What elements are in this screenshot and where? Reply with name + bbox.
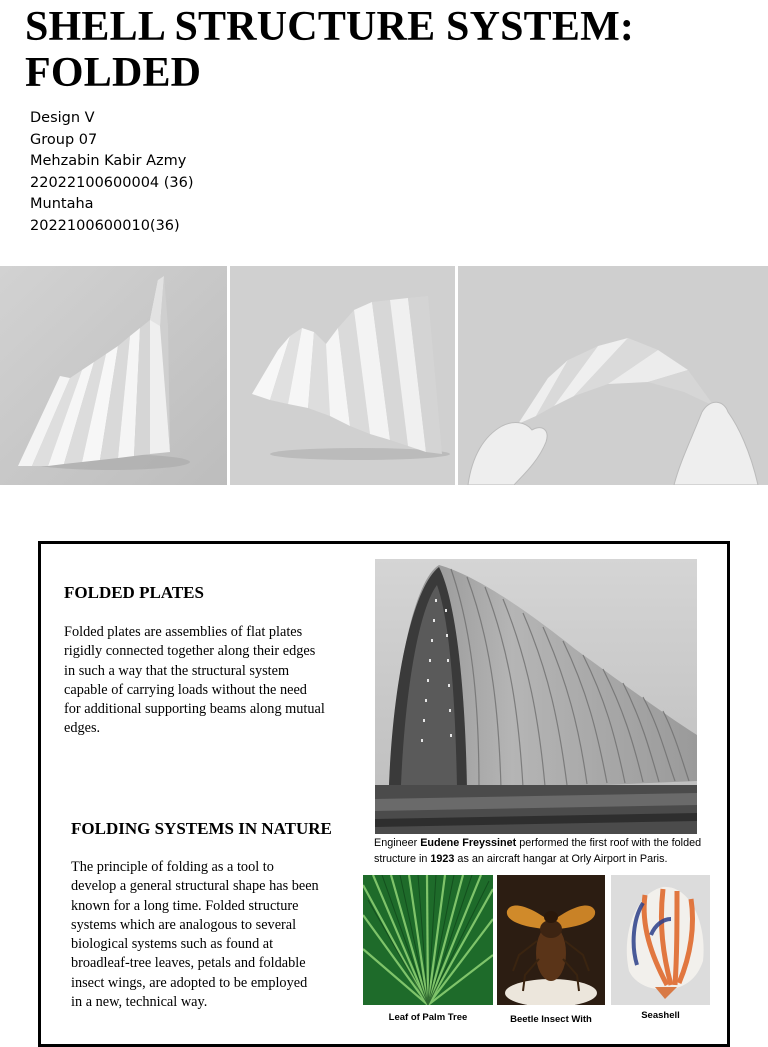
content-panel	[38, 541, 730, 1047]
nature-heading: FOLDING SYSTEMS IN NATURE	[71, 819, 332, 838]
nature-text: The principle of folding as a tool to develop a general structural shape has been known for a long time. Folded structure systems which are analogous to several biological systems such as found at broadleaf-tree leaves, petals and foldable insect wings, are adopted to be employed in a new, technical way.	[71, 859, 319, 1011]
member-2-id: 2022100600010(36)	[30, 217, 180, 234]
folded-plates-text: Folded plates are assemblies of flat plates rigidly connected together along their edges in such a way that the structural system capable of carrying loads without the need for additional supporting beams along mutual edges.	[64, 624, 325, 737]
title-line-2: FOLDED	[25, 50, 202, 96]
orly-hangar-photo	[375, 559, 697, 834]
page-title	[25, 4, 634, 96]
beetle-image	[497, 875, 605, 1005]
caption-year: 1923	[430, 852, 455, 865]
palm-leaf-label: Leaf of Palm Tree	[388, 1012, 468, 1023]
folded-paper-photo-2	[230, 266, 455, 485]
beetle-label: Beetle Insect With	[510, 1014, 592, 1025]
course-name: Design V	[30, 110, 95, 126]
paper-model-photos	[0, 266, 768, 485]
seashell-label: Seashell	[641, 1010, 680, 1021]
engineer-name: Eudene Freyssinet	[420, 837, 517, 849]
folded-paper-photo-1	[0, 266, 227, 485]
group-info	[30, 108, 194, 237]
folded-plates-heading: FOLDED PLATES	[64, 583, 204, 602]
seashell-image	[611, 875, 710, 1005]
folded-paper-in-hands-photo	[458, 266, 768, 485]
palm-leaf-image	[363, 875, 493, 1005]
member-2-name: Muntaha	[30, 196, 94, 212]
hangar-caption: Engineer Eudene Freyssinet performed the first roof with the folded structure in 1923 as an aircraft hangar at Orly Airport in Paris.	[374, 837, 702, 865]
group-number: Group 07	[30, 131, 98, 148]
member-1-id: 22022100600004 (36)	[30, 174, 194, 191]
title-line-1: SHELL STRUCTURE SYSTEM:	[25, 4, 635, 50]
member-1-name: Mehzabin Kabir Azmy	[30, 153, 187, 169]
